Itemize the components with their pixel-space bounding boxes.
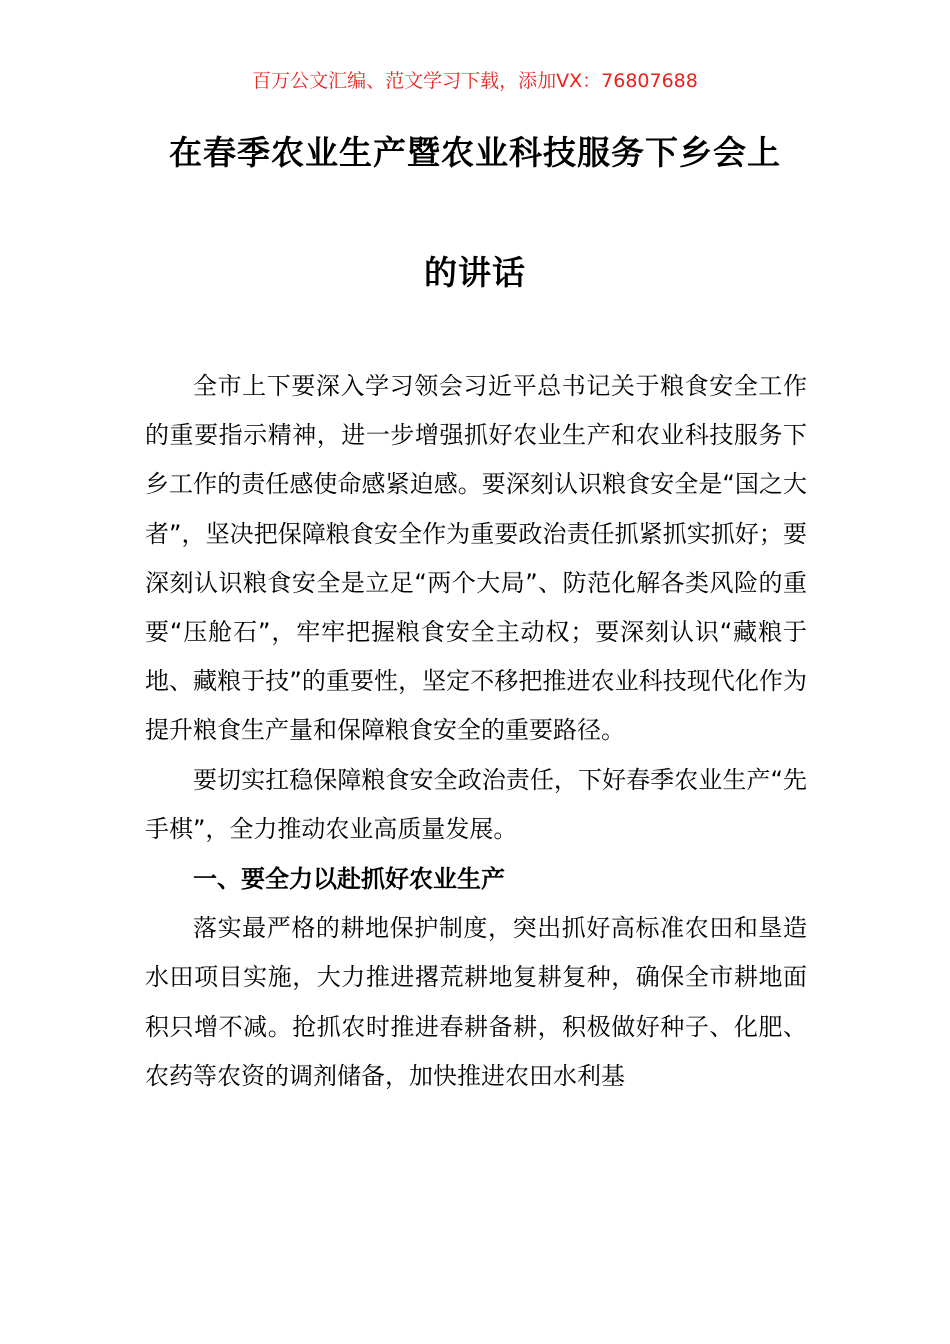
body-paragraph-1: 全市上下要深入学习领会习近平总书记关于粮食安全工作的重要指示精神，进一步增强抓好农业生产和农业科技服务下乡工作的责任感使命感紧迫感。要深刻认识粮食安全是“国之大者”，坚决把保障粮食安全作为重要政治责任抓紧抓实抓好；要深刻认识粮食安全是立足“两个大局”、防范化解各类风险的重要“压舱石”，牢牢把握粮食安全主动权；要深刻认识“藏粮于地、藏粮于技”的重要性，坚定不移把推进农业科技现代化作为提升粮食生产量和保障粮食安全的重要路径。 <box>145 372 807 745</box>
document-title-line-2: 的讲话 <box>424 253 526 292</box>
header-watermark-note: 百万公文汇编、范文学习下载，添加VX：76807688 <box>252 70 698 92</box>
section-1-paragraph: 落实最严格的耕地保护制度，突出抓好高标准农田和垦造水田项目实施，大力推进撂荒耕地复耕复种，确保全市耕地面积只增不减。抢抓农时推进春耕备耕，积极做好种子、化肥、农药等农资的调剂储备，加快推进农田水利基 <box>145 914 807 1090</box>
section-heading-1: 一、要全力以赴抓好农业生产 <box>193 865 505 894</box>
document-body <box>145 362 807 1101</box>
document-title-line-1: 在春季农业生产暨农业科技服务下乡会上 <box>169 133 781 172</box>
body-paragraph-2: 要切实扛稳保障粮食安全政治责任，下好春季农业生产“先手棋”，全力推动农业高质量发展。 <box>145 765 807 843</box>
